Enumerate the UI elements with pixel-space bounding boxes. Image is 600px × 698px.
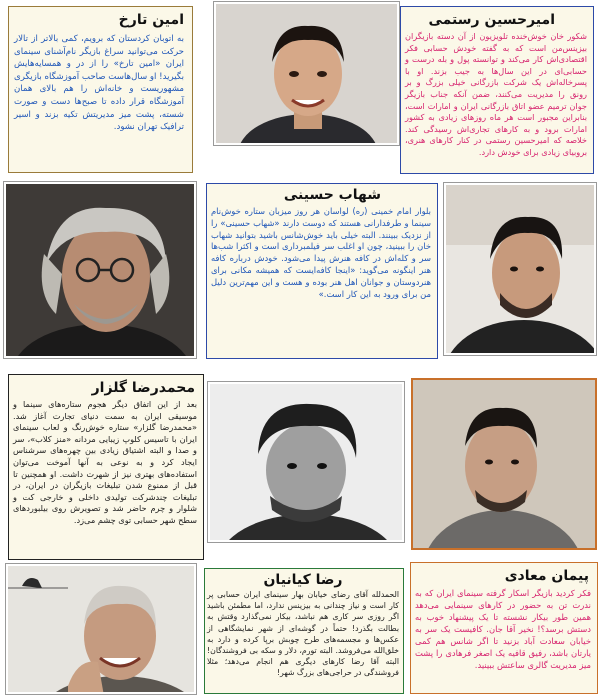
profile-card-amirhossein-rostami	[400, 6, 594, 174]
profile-card-peyman-moadi	[410, 562, 598, 694]
portrait-photo-shahab-hosseini	[444, 183, 596, 355]
profile-name: پیمان معادی	[504, 568, 589, 584]
profile-text: بعد از این اتفاق دیگر هجوم ستاره‌های سینما و موسیقی ایران به سمت دنیای تجارت آغاز شد. «محمدرضا گلزار» ستاره خوش‌رنگ و لعاب سینمای ایران با تاسیس کلوپ زیبایی مردانه «منز کلاب»، سر و صدا و البته اشتیاق زیادی بین چهره‌های سرشناس ایجاد کرد و به نوعی به آنها آموخت می‌توان استفاده‌های بهتری نیز از شهرت داشت. او همچنین تا قبل از ممنوع شدن تبلیغات بازیگران در ایران، در تبلیغات چندشرکت تولیدی داخلی و خارجی کت و شلوار و چرم حاضر شد و تصویرش روی بیلبوردهای سطح شهر حسابی توی چشم می‌زد.	[13, 399, 197, 525]
profile-name: رضا کیانیان	[263, 572, 343, 588]
profile-card-amin-tarokh	[8, 6, 193, 173]
portrait-photo-amin-tarokh	[4, 182, 196, 358]
profile-card-shahab-hosseini	[206, 183, 438, 359]
profile-card-reza-kianian	[204, 568, 404, 694]
portrait-photo-amirhossein-rostami	[214, 2, 399, 145]
profile-name: شهاب حسینی	[283, 187, 381, 203]
profile-text: بلوار امام خمینی (ره) لواسان هر روز میزبان ستاره خوش‌نام سینما و طرفدارانی هستند که دوست دارند «شهاب حسینی» را از نزدیک ببینند. البته خیلی باید خوش‌شانس باشید بتوانید شهاب خان را ببینید، چون او اغلب سر فیلمبرداری است و اکثرا شب‌ها سر و کله‌اش در کافه هنرش پیدا می‌شود. خودش درباره کافه هنر اینگونه می‌گوید: «اینجا کافه‌ایست که همیشه مکانی برای هنردوستان و جوانان اهل هنر بوده و هست و این مهم‌ترین دلیل من برای ورود به این کار است.»	[211, 206, 431, 299]
profile-name: امیرحسین رستمی	[428, 12, 555, 28]
profile-text: به اتوبان کردستان که برویم، کمی بالاتر از تالار حرکت می‌توانید سراغ بازیگر نام‌آشنای سینمای ایران «امین تارخ» را از در و همسایه‌هایش بگیرید! او سال‌هاست صاحب آموزشگاه بازیگری مشهوریست و خانه‌اش را هم بالای همان آموزشگاه قرار داده تا صبح‌ها دست و صورت شسته، پشت میز مدیریتش تکیه بزند و اسیر ترافیک تهران نشود.	[14, 34, 184, 133]
portrait-photo-reza-kianian	[6, 564, 196, 694]
portrait-photo-mohammadreza-golzar	[208, 382, 404, 542]
profile-name: امین تارخ	[118, 12, 184, 28]
profile-name: محمدرضا گلزار	[91, 380, 195, 396]
portrait-photo-peyman-moadi	[411, 378, 597, 550]
profile-text: الحمدلله آقای رضای خیابان بهار سینمای ایران حسابی پر کار است و نیاز چندانی به بیزینس ندارد، اما مطمئن باشید اگر روزی سر کاری هم نباشد، بیکار نمی‌گذارد وقتش به بطالت بگذرد! حتماً در گوشه‌ای از شهر نمایشگاهی از عکس‌ها و مجسمه‌های طرح چوبش برپا کرده و دارد به خلق‌الله می‌فروشد. البته تورم، دلار و سکه بی فروشندگان! البته آقا رضا کارهای دیگری هم انجام می‌دهد؛ مثلا فروشندگی در حراجی‌های بزرگ شهر!	[207, 590, 399, 678]
profile-card-mohammadreza-golzar	[8, 374, 204, 560]
profile-text: شکور خان خوش‌خنده تلویزیون از آن دسته بازیگران بیزینس‌من است که به گفته خودش حسابی فکر اقتصادی‌اش کار می‌کند و توانسته پول و بله درست و حسابی‌ای در این سال‌ها به جیب بزند. او با پسرخاله‌اش یک شرکت بازرگانی خیلی بزرگ و بر رونق را مدیریت می‌کنند، ضمن آنکه جناب بازیگر جوان ترمیم عضو اتاق بازرگانی ایران و امارات است، بنابراین مجبور است هر ماه روزهای زیادی به کشور امارات برود و به کارهای تجاری‌اش رسیدگی کند. خلاصه که امیرحسین رستمی در کنار کارهای هنری، بروبیای زیادی برای خودش دارد.	[405, 31, 587, 157]
profile-text: فکر کردید بازیگر اسکار گرفته سینمای ایران که به ندرت تن به حضور در کارهای سینمایی می‌دهد همین طور بیکار نشسته تا یک پیشنهاد خوب به دستش برسد؟! نخیر آقا جان. کافیست یک سر به خیابان سعادت آباد بزنید تا اگر شانس هم کمی یارتان باشد، رفیق قافیه‌ یک اصغر فرهادی را پشت میز مدیریت گالری ساعتش ببینید.	[415, 588, 591, 670]
